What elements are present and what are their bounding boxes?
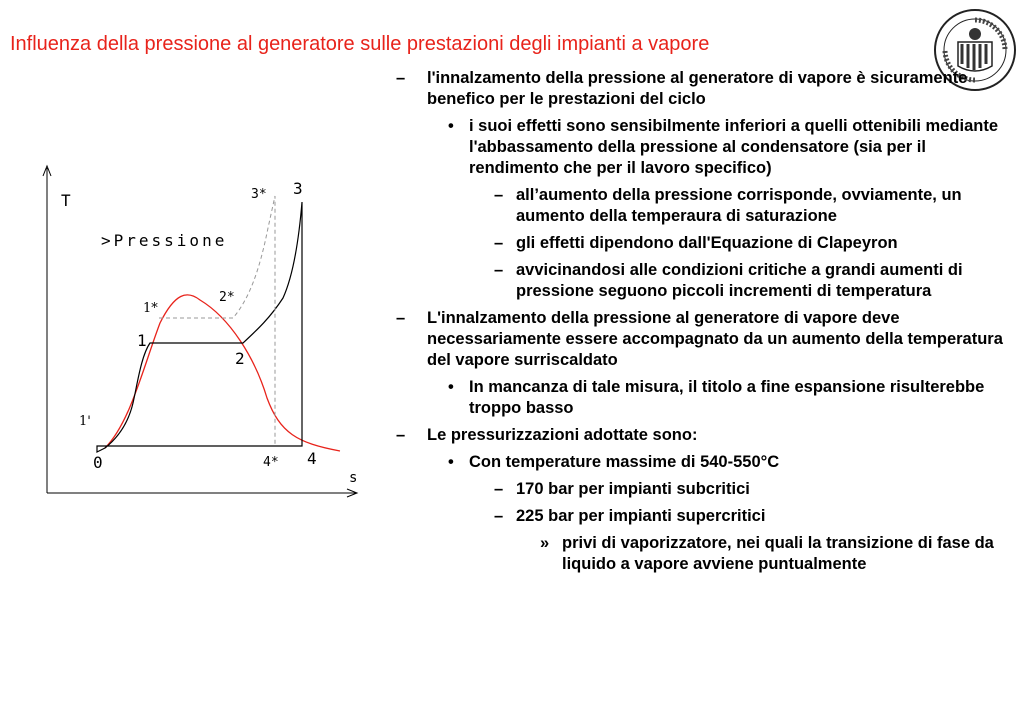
bullet-marker: – xyxy=(494,507,504,525)
bullet-marker: – xyxy=(494,480,504,498)
bullet-marker: – xyxy=(494,234,504,252)
bullet-text: l'innalzamento della pressione al generatore di vapore è sicuramente benefico per le prestazioni del ciclo xyxy=(427,69,968,108)
axis-label-t: T xyxy=(61,191,71,210)
bullet-marker: • xyxy=(448,453,454,471)
point-label-2: 2 xyxy=(235,349,245,368)
point-label-2-star: 2* xyxy=(219,290,235,305)
bullet-text: 170 bar per impianti subcritici xyxy=(516,480,750,498)
bullet-item xyxy=(396,479,1016,500)
bullet-marker: – xyxy=(396,426,406,444)
bullet-text: all’aumento della pressione corrisponde, ovviamente, un aumento della temperaura di saturazione xyxy=(516,186,962,225)
bullet-marker: • xyxy=(448,117,454,135)
bullet-text: Le pressurizzazioni adottate sono: xyxy=(427,426,698,444)
bullet-item xyxy=(396,377,1016,419)
ts-diagram xyxy=(35,158,365,518)
bullet-list xyxy=(396,68,1016,581)
pressure-arrow-label: >Pressione xyxy=(101,231,228,250)
point-label-1-star: 1* xyxy=(143,301,158,316)
bullet-item xyxy=(396,506,1016,527)
bullet-marker: – xyxy=(494,261,504,279)
bullet-marker: » xyxy=(540,534,550,552)
bullet-text: In mancanza di tale misura, il titolo a fine espansione risulterebbe troppo basso xyxy=(469,378,985,417)
bullet-item xyxy=(396,308,1016,371)
bullet-item xyxy=(396,452,1016,473)
slide-title: Influenza della pressione al generatore sulle prestazioni degli impianti a vapore xyxy=(10,33,710,55)
point-label-4: 4 xyxy=(307,449,317,468)
bullet-marker: – xyxy=(396,69,406,87)
point-label-1p: 1' xyxy=(79,414,91,429)
point-label-3: 3 xyxy=(293,179,303,198)
bullet-item xyxy=(396,185,1016,227)
bullet-text: Con temperature massime di 540-550°C xyxy=(469,453,780,471)
bullet-marker: • xyxy=(448,378,454,396)
point-label-3-star: 3* xyxy=(251,187,267,202)
axis-label-s: s xyxy=(349,470,358,486)
bullet-text: i suoi effetti sono sensibilmente inferiori a quelli ottenibili mediante l'abbassamento della pressione al condensatore (sia per il rendimento che per il lavoro specifico) xyxy=(469,117,998,177)
bullet-text: privi di vaporizzatore, nei quali la transizione di fase da liquido a vapore avviene puntualmente xyxy=(562,534,994,573)
point-label-4-star: 4* xyxy=(263,455,279,470)
bullet-item xyxy=(396,68,1016,110)
bullet-text: avvicinandosi alle condizioni critiche a grandi aumenti di pressione seguono piccoli incrementi di temperatura xyxy=(516,261,963,300)
point-label-0: 0 xyxy=(93,453,103,472)
bullet-item xyxy=(396,116,1016,179)
bullet-text: gli effetti dipendono dall'Equazione di Clapeyron xyxy=(516,234,898,252)
bullet-text: 225 bar per impianti supercritici xyxy=(516,507,766,525)
bullet-text: L'innalzamento della pressione al generatore di vapore deve necessariamente essere accompagnato da un aumento della temperatura del vapore surriscaldato xyxy=(427,309,1003,369)
bullet-marker: – xyxy=(396,309,406,327)
bullet-item xyxy=(396,425,1016,446)
bullet-item xyxy=(396,233,1016,254)
bullet-item xyxy=(396,533,1016,575)
point-label-1: 1 xyxy=(137,331,147,350)
bullet-marker: – xyxy=(494,186,504,204)
bullet-item xyxy=(396,260,1016,302)
